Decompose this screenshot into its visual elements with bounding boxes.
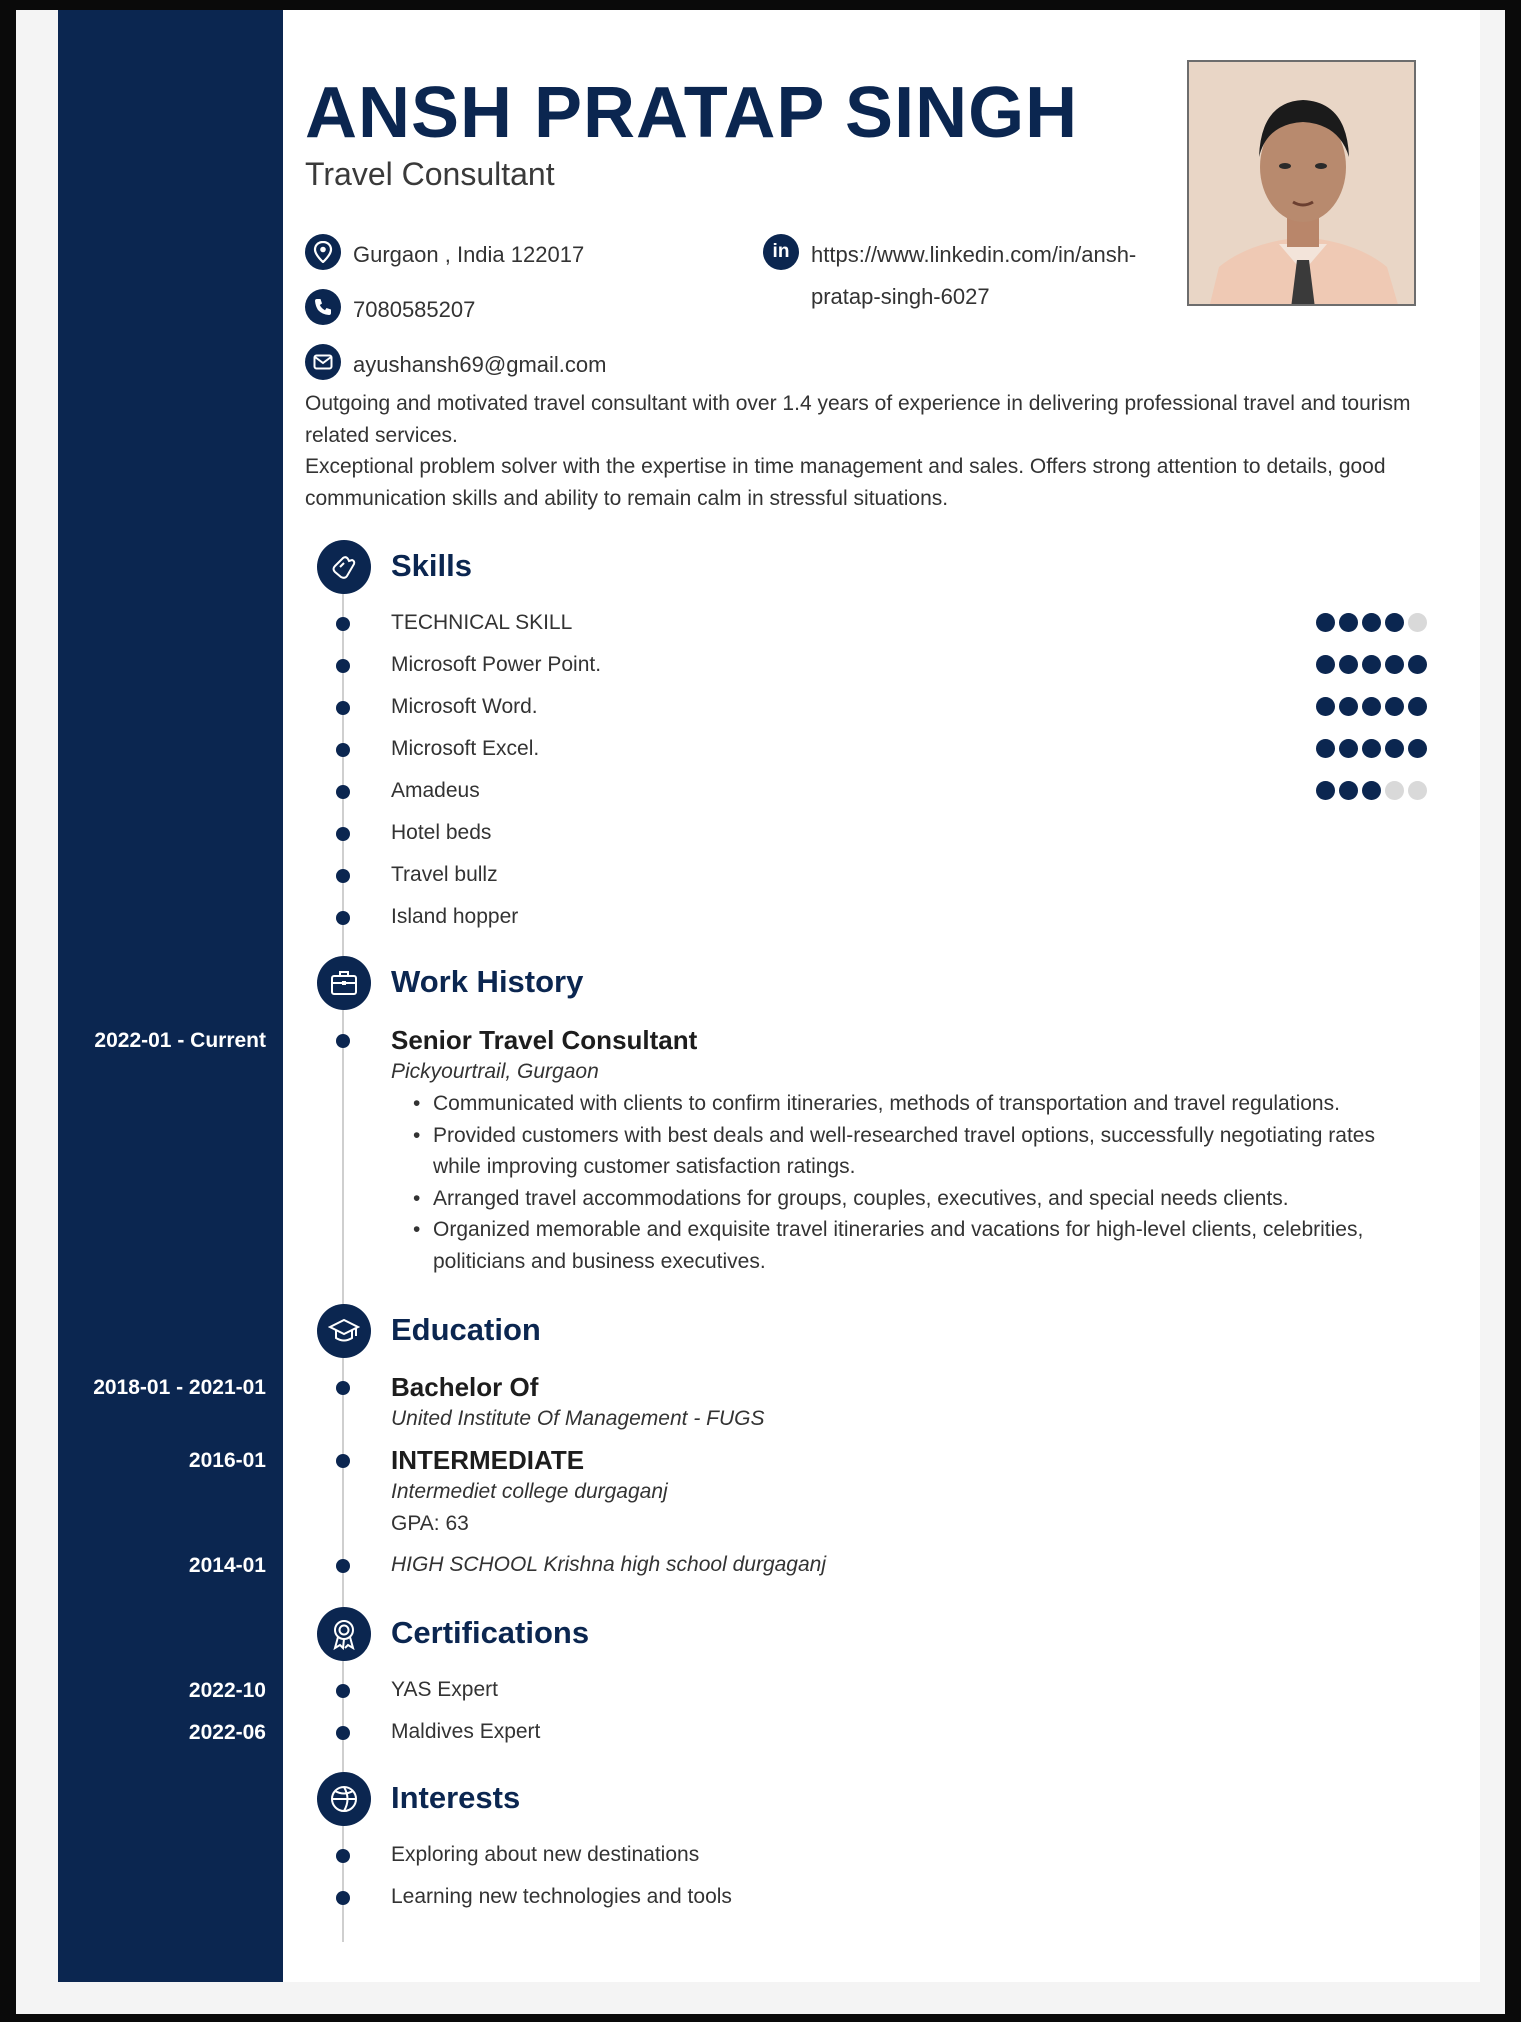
rating-dot bbox=[1385, 613, 1404, 632]
interest-timeline-dot bbox=[336, 1849, 350, 1863]
job-duty: • Communicated with clients to confirm itineraries, methods of transportation and travel regulations. bbox=[413, 1088, 1423, 1120]
rating-dot bbox=[1385, 697, 1404, 716]
professional-summary bbox=[305, 388, 1425, 514]
rating-dot bbox=[1316, 613, 1335, 632]
interests-heading: Interests bbox=[391, 1780, 521, 1815]
edu-school-1: United Institute Of Management - FUGS bbox=[391, 1407, 765, 1430]
rating-dot bbox=[1408, 781, 1427, 800]
rating-dot bbox=[1339, 697, 1358, 716]
skill-timeline-dot bbox=[336, 911, 350, 925]
rating-dot bbox=[1316, 739, 1335, 758]
skill-label: Island hopper bbox=[391, 905, 519, 928]
contact-email: ayushansh69@gmail.com bbox=[305, 344, 606, 386]
skills-heading: Skills bbox=[391, 548, 472, 583]
rating-dot bbox=[1362, 655, 1381, 674]
edu-gpa: GPA: 63 bbox=[391, 1512, 469, 1535]
interest-item: Exploring about new destinations bbox=[391, 1843, 700, 1866]
skill-rating bbox=[1316, 697, 1427, 716]
work-section-icon bbox=[317, 956, 371, 1010]
education-heading: Education bbox=[391, 1312, 541, 1347]
contact-linkedin[interactable] bbox=[763, 234, 1136, 318]
linkedin-url-line1: https://www.linkedin.com/in/ansh- bbox=[811, 242, 1137, 267]
rating-dot bbox=[1408, 739, 1427, 758]
person-portrait-icon bbox=[1189, 62, 1416, 306]
edu-date-1: 2018-01 - 2021-01 bbox=[93, 1376, 266, 1399]
candidate-name: ANSH PRATAP SINGH bbox=[305, 73, 1079, 153]
job-duty: • Provided customers with best deals and well-researched travel options, successfully negotiating rates while improving customer satisfaction ratings. bbox=[413, 1120, 1423, 1183]
rating-dot bbox=[1316, 697, 1335, 716]
page-frame bbox=[16, 10, 1505, 2014]
job-title: Senior Travel Consultant bbox=[391, 1025, 698, 1055]
rating-dot bbox=[1408, 697, 1427, 716]
interests-section-icon bbox=[317, 1772, 371, 1826]
certifications-section-icon bbox=[317, 1607, 371, 1661]
job-company: Pickyourtrail, Gurgaon bbox=[391, 1060, 599, 1083]
skill-timeline-dot bbox=[336, 617, 350, 631]
skill-rating bbox=[1316, 781, 1427, 800]
rating-dot bbox=[1339, 781, 1358, 800]
skill-timeline-dot bbox=[336, 785, 350, 799]
skill-timeline-dot bbox=[336, 659, 350, 673]
edu-date-3: 2014-01 bbox=[188, 1554, 266, 1577]
edu-timeline-dot bbox=[336, 1381, 350, 1395]
education-section-icon bbox=[317, 1304, 371, 1358]
envelope-icon bbox=[305, 344, 341, 380]
linkedin-url-line2: pratap-singh-6027 bbox=[811, 284, 990, 309]
skill-timeline-dot bbox=[336, 701, 350, 715]
interest-item: Learning new technologies and tools bbox=[391, 1885, 732, 1908]
edu-school-2: Intermediet college durgaganj bbox=[391, 1480, 668, 1503]
location-pin-icon bbox=[305, 234, 341, 270]
skill-label: Microsoft Excel. bbox=[391, 737, 540, 760]
skill-label: TECHNICAL SKILL bbox=[391, 611, 573, 634]
edu-timeline-dot bbox=[336, 1454, 350, 1468]
summary-paragraph-1: Outgoing and motivated travel consultant with over 1.4 years of experience in delivering professional travel and tourism related services. bbox=[305, 392, 1411, 447]
profile-photo bbox=[1187, 60, 1416, 306]
candidate-title: Travel Consultant bbox=[305, 156, 555, 192]
phone-icon bbox=[305, 289, 341, 325]
work-date: 2022-01 - Current bbox=[94, 1029, 266, 1052]
cert-item: YAS Expert bbox=[391, 1678, 498, 1701]
skill-label: Hotel beds bbox=[391, 821, 492, 844]
work-heading: Work History bbox=[391, 964, 584, 999]
rating-dot bbox=[1316, 781, 1335, 800]
linkedin-icon: in bbox=[763, 234, 799, 270]
skill-timeline-dot bbox=[336, 869, 350, 883]
skill-rating bbox=[1316, 613, 1427, 632]
rating-dot bbox=[1362, 781, 1381, 800]
interest-timeline-dot bbox=[336, 1891, 350, 1905]
edu-date-2: 2016-01 bbox=[188, 1449, 266, 1472]
work-timeline-dot bbox=[336, 1034, 350, 1048]
cert-timeline-dot bbox=[336, 1684, 350, 1698]
skills-section-icon bbox=[317, 540, 371, 594]
job-duty: • Arranged travel accommodations for groups, couples, executives, and special needs clients. bbox=[413, 1183, 1423, 1215]
skill-rating bbox=[1316, 655, 1427, 674]
cert-item: Maldives Expert bbox=[391, 1720, 541, 1743]
edu-degree-2: INTERMEDIATE bbox=[391, 1445, 585, 1475]
skill-label: Amadeus bbox=[391, 779, 480, 802]
rating-dot bbox=[1339, 655, 1358, 674]
summary-paragraph-2: Exceptional problem solver with the expertise in time management and sales. Offers strong attention to details, good communication skills and ability to remain calm in stressful situations. bbox=[305, 455, 1386, 510]
rating-dot bbox=[1385, 781, 1404, 800]
skill-rating bbox=[1316, 739, 1427, 758]
skill-timeline-dot bbox=[336, 743, 350, 757]
skill-timeline-dot bbox=[336, 827, 350, 841]
skill-label: Travel bullz bbox=[391, 863, 498, 886]
rating-dot bbox=[1316, 655, 1335, 674]
edu-school-3: HIGH SCHOOL Krishna high school durgaganj bbox=[391, 1553, 827, 1576]
rating-dot bbox=[1362, 613, 1381, 632]
job-duty: • Organized memorable and exquisite travel itineraries and vacations for high-level clients, celebrities, politicians and business executives. bbox=[413, 1214, 1423, 1277]
edu-timeline-dot bbox=[336, 1559, 350, 1573]
rating-dot bbox=[1385, 739, 1404, 758]
edu-degree-1: Bachelor Of bbox=[391, 1372, 539, 1402]
rating-dot bbox=[1339, 739, 1358, 758]
rating-dot bbox=[1362, 697, 1381, 716]
contact-phone: 7080585207 bbox=[305, 289, 475, 331]
resume-page bbox=[58, 10, 1480, 1982]
certifications-heading: Certifications bbox=[391, 1615, 590, 1650]
rating-dot bbox=[1408, 613, 1427, 632]
rating-dot bbox=[1408, 655, 1427, 674]
skill-label: Microsoft Power Point. bbox=[391, 653, 602, 676]
cert-date-2: 2022-06 bbox=[188, 1721, 266, 1744]
contact-location: Gurgaon , India 122017 bbox=[305, 234, 584, 276]
rating-dot bbox=[1362, 739, 1381, 758]
rating-dot bbox=[1385, 655, 1404, 674]
cert-timeline-dot bbox=[336, 1726, 350, 1740]
skill-label: Microsoft Word. bbox=[391, 695, 538, 718]
cert-date-1: 2022-10 bbox=[188, 1679, 266, 1702]
rating-dot bbox=[1339, 613, 1358, 632]
job-duties bbox=[413, 1088, 1423, 1277]
